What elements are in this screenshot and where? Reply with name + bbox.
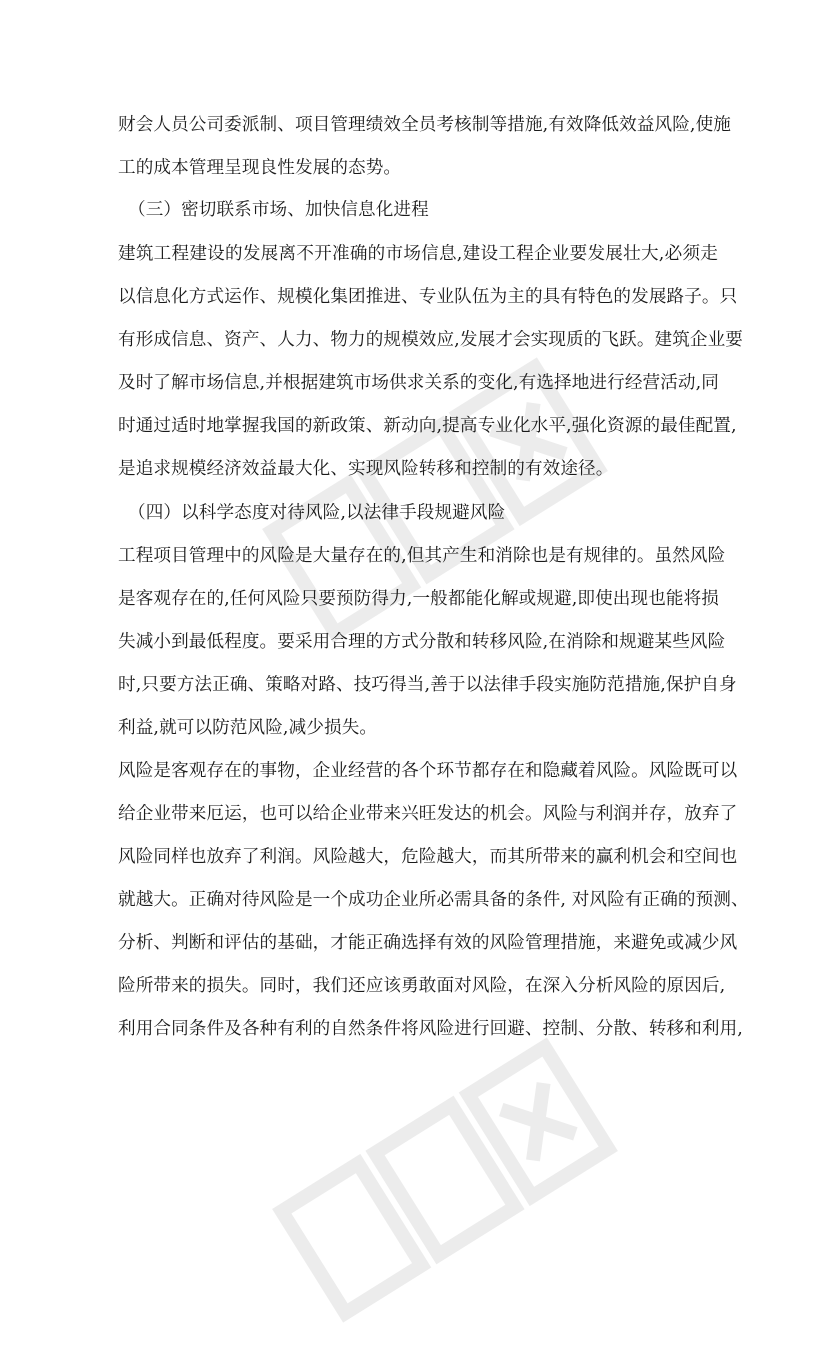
body-text-line: 险所带来的损失。同时，我们还应该勇敢面对风险，在深入分析风险的原因后, [118,976,726,996]
section-heading: （三）密切联系市场、加快信息化进程 [128,200,429,220]
body-text-line: 失减小到最低程度。要采用合理的方式分散和转移风险,在消除和规避某些风险 [118,632,726,652]
body-text-line: 利用合同条件及各种有利的自然条件将风险进行回避、控制、分散、转移和利用, [118,1019,743,1039]
body-text-line: 风险是客观存在的事物，企业经营的各个环节都存在和隐藏着风险。风险既可以 [118,761,738,781]
body-text-line: 就越大。正确对待风险是一个成功企业所必需具备的条件, 对风险有正确的预测、 [118,890,749,910]
body-text-line: 工程项目管理中的风险是大量存在的,但其产生和消除也是有规律的。虽然风险 [118,546,726,566]
body-text-line: 给企业带来厄运，也可以给企业带来兴旺发达的机会。风险与利润并存，放弃了 [118,804,738,824]
body-text-line: 及时了解市场信息,并根据建筑市场供求关系的变化,有选择地进行经营活动,同 [118,373,719,393]
body-text-line: 有形成信息、资产、人力、物力的规模效应,发展才会实现质的飞跃。建筑企业要 [118,330,743,350]
logo-watermark-icon [252,1008,638,1352]
body-text-line: 是客观存在的,任何风险只要预防得力,一般都能化解或规避,即使出现也能将损 [118,589,719,609]
body-text-line: 建筑工程建设的发展离不开准确的市场信息,建设工程企业要发展壮大,必须走 [118,244,718,264]
body-text-line: 风险同样也放弃了利润。风险越大，危险越大，而其所带来的赢利机会和空间也 [118,847,738,867]
body-text-line: 分析、判断和评估的基础，才能正确选择有效的风险管理措施，来避免或减少风 [118,933,738,953]
body-text-line: 时,只要方法正确、策略对路、技巧得当,善于以法律手段实施防范措施,保护自身 [118,675,737,695]
body-text-line: 以信息化方式运作、规模化集团推进、专业队伍为主的具有特色的发展路子。只 [118,287,738,307]
body-text-line: 利益,就可以防范风险,减少损失。 [118,718,378,738]
body-text-line: 时通过适时地掌握我国的新政策、新动向,提高专业化水平,强化资源的最佳配置, [118,416,737,436]
body-text-line: 工的成本管理呈现良性发展的态势。 [118,158,402,178]
body-text-line: 是追求规模经济效益最大化、实现风险转移和控制的有效途径。 [118,459,614,479]
body-text-line: 财会人员公司委派制、项目管理绩效全员考核制等措施,有效降低效益风险,使施 [118,115,731,135]
section-heading: （四）以科学态度对待风险,以法律手段规避风险 [128,503,506,523]
